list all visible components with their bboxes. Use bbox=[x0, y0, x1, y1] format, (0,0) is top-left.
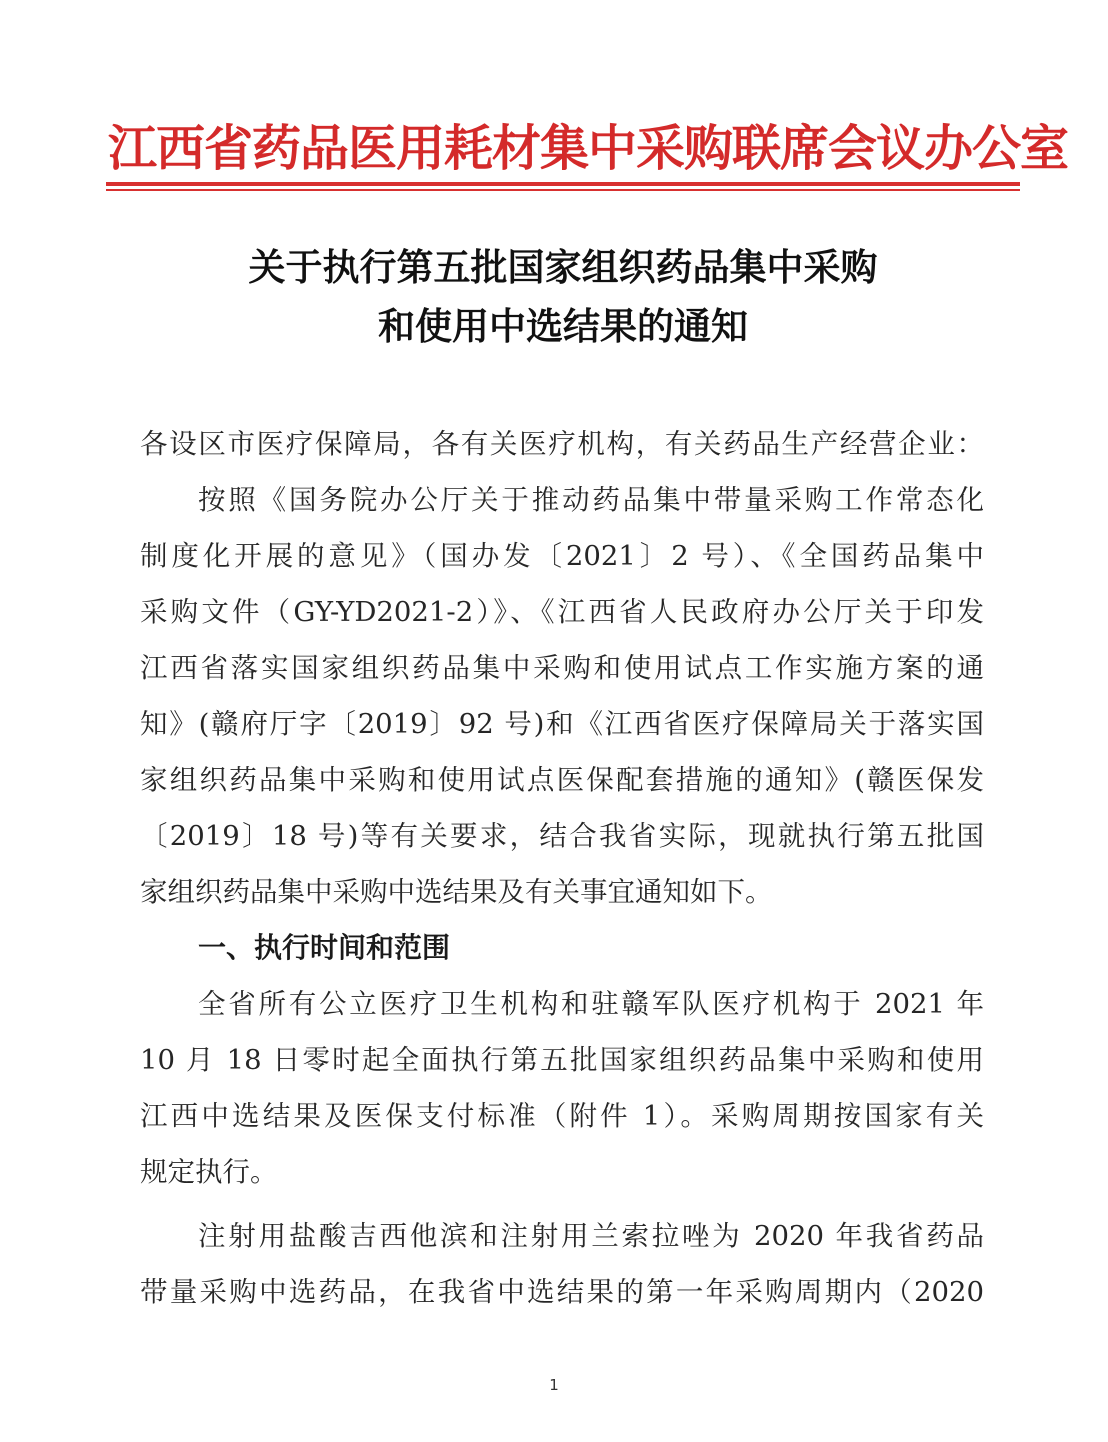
paragraph-2-line: 10 月 18 日零时起全面执行第五批国家组织药品集中采购和使用 bbox=[140, 1044, 984, 1076]
paragraph-3-line: 带量采购中选药品，在我省中选结果的第一年采购周期内（2020 bbox=[140, 1276, 984, 1308]
page-number: 1 bbox=[549, 1376, 559, 1394]
paragraph-1-line: 制度化开展的意见》（国办发〔2021〕2 号）、《全国药品集中 bbox=[140, 540, 984, 572]
paragraph-2-line: 江西中选结果及医保支付标准（附件 1）。采购周期按国家有关 bbox=[140, 1100, 984, 1132]
paragraph-2-line: 全省所有公立医疗卫生机构和驻赣军队医疗机构于 2021 年 bbox=[198, 988, 984, 1020]
paragraph-1-line: 知》(赣府厅字〔2019〕92 号)和《江西省医疗保障局关于落实国 bbox=[140, 708, 984, 740]
header-rule-thin bbox=[106, 189, 1020, 191]
document-title-line-2: 和使用中选结果的通知 bbox=[378, 304, 748, 348]
paragraph-1-line: 按照《国务院办公厅关于推动药品集中带量采购工作常态化 bbox=[198, 484, 984, 516]
paragraph-3-line: 注射用盐酸吉西他滨和注射用兰索拉唑为 2020 年我省药品 bbox=[198, 1220, 984, 1252]
header-rule-thick bbox=[106, 182, 1020, 186]
document-body bbox=[140, 416, 984, 1320]
paragraph-1-line: 家组织药品集中采购中选结果及有关事宜通知如下。 bbox=[140, 876, 773, 908]
paragraph-1-line: 采购文件（GY-YD2021-2）》、《江西省人民政府办公厅关于印发 bbox=[140, 596, 984, 628]
organization-header: 江西省药品医用耗材集中采购联席会议办公室 bbox=[108, 120, 1069, 177]
paragraph-spacer bbox=[140, 1200, 984, 1208]
section-1-heading: 一、执行时间和范围 bbox=[198, 931, 451, 964]
paragraph-1-line: 江西省落实国家组织药品集中采购和使用试点工作实施方案的通 bbox=[140, 652, 984, 684]
document-title-line-1: 关于执行第五批国家组织药品集中采购 bbox=[248, 245, 878, 289]
paragraph-1-line: 家组织药品集中采购和使用试点医保配套措施的通知》(赣医保发 bbox=[140, 764, 984, 796]
paragraph-2-line: 规定执行。 bbox=[140, 1156, 278, 1188]
salutation: 各设区市医疗保障局，各有关医疗机构，有关药品生产经营企业： bbox=[140, 428, 984, 460]
paragraph-1-line: 〔2019〕18 号)等有关要求，结合我省实际，现就执行第五批国 bbox=[140, 820, 984, 852]
